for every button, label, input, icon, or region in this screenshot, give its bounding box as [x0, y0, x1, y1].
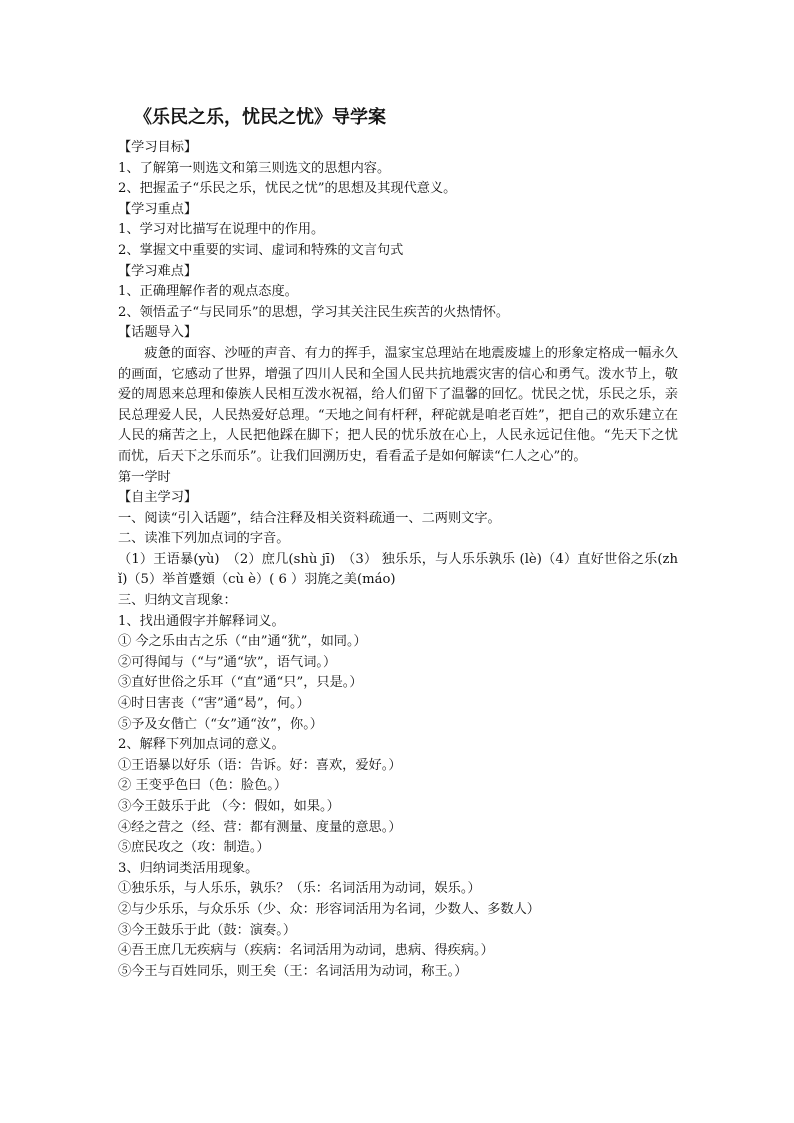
difficulty-item: 2、领悟孟子“与民同乐”的思想，学习其关注民生疾苦的火热情怀。 — [118, 304, 510, 320]
objective-item: 2、把握孟子“乐民之乐，忧民之忧”的思想及其现代意义。 — [118, 181, 457, 197]
tongjia-item: ⑤予及女偕亡（“女”通“汝”，你。） — [118, 716, 323, 732]
tongjia-item: ④时日害丧（“害”通“曷”，何。） — [118, 696, 310, 712]
usage-item: ④吾王庶几无疾病与（疾病：名词活用为动词，患病、得疾病。） — [118, 943, 494, 959]
difficulty-item: 1、正确理解作者的观点态度。 — [118, 284, 298, 300]
usage-item: ③今王鼓乐于此（鼓：演奏。） — [118, 922, 297, 938]
usage-item: ①独乐乐，与人乐乐，孰乐？（乐：名词活用为动词，娱乐。） — [118, 881, 481, 897]
tongjia-item: ③直好世俗之乐耳（“直”通“只”，只是。） — [118, 675, 363, 691]
usage-item: ⑤今王与百姓同乐，则王矣（王：名词活用为动词，称王。） — [118, 963, 468, 979]
document-page — [118, 106, 678, 982]
intro-heading: 【话题导入】 — [118, 325, 198, 341]
self-study-step-3: 三、归纳文言现象： — [118, 593, 237, 609]
meaning-item: ② 王变乎色曰（色：脸色。） — [118, 778, 288, 794]
self-study-step-2: 二、读准下列加点词的字音。 — [118, 531, 290, 547]
meanings-heading: 2、解释下列加点词的意义。 — [118, 737, 285, 753]
tongjia-heading: 1、找出通假字并解释词义。 — [118, 613, 285, 629]
meaning-item: ⑤庶民攻之（攻：制造。） — [118, 840, 270, 856]
meaning-item: ④经之营之（经、营：都有测量、度量的意思。） — [118, 819, 402, 835]
lesson-label: 第一学时 — [118, 469, 171, 485]
usage-heading: 3、归纳词类活用现象。 — [118, 860, 259, 876]
objective-item: 1、了解第一则选文和第三则选文的思想内容。 — [118, 160, 391, 176]
meaning-item: ①王语暴以好乐（语：告诉。好：喜欢，爱好。） — [118, 757, 402, 773]
key-points-heading: 【学习重点】 — [118, 201, 198, 217]
self-study-step-1: 一、阅读“引入话题”，结合注释及相关资料疏通一、二两则文字。 — [118, 510, 501, 526]
self-study-heading: 【自主学习】 — [118, 490, 198, 506]
meaning-item: ③今王鼓乐于此 （今：假如，如果。） — [118, 799, 340, 814]
difficulties-heading: 【学习难点】 — [118, 263, 198, 279]
intro-paragraph: 疲惫的面容、沙哑的声音、有力的挥手，温家宝总理站在地震废墟上的形象定格成一幅永久的画面，它感动了世界，增强了四川人民和全国人民共抗地震灾害的信心和勇气。泼水节上，敬爱的周恩来总理和傣族人民相互泼水祝福，给人们留下了温馨的回忆。忧民之忧，乐民之乐，亲民总理爱人民，人民热爱好总理。“天地之间有杆秤，秤砣就是咱老百姓”，把自己的欢乐建立在人民的痛苦之上，人民把他踩在脚下；把人民的忧乐放在心上，人民永远记住他。“先天下之忧而忧，后天下之乐而乐”。让我们回溯历史，看看孟子是如何解读“仁人之心”的。 — [118, 345, 678, 464]
usage-item: ②与少乐乐，与众乐乐（少、众：形容词活用为名词，少数人、多数人） — [118, 901, 540, 917]
key-point-item: 2、掌握文中重要的实词、虚词和特殊的文言句式 — [118, 242, 404, 258]
page-title: 《乐民之乐，忧民之忧》导学案 — [134, 107, 386, 128]
pronunciation-list: （1）王语暴(yù) （2）庶几(shù jī) （3） 独乐乐，与人乐乐孰乐 (lè)（4）直好世俗之乐(zhǐ)（5）举首蹙頞（cù è）( 6 ）羽旄之美(máo) — [118, 551, 678, 588]
key-point-item: 1、学习对比描写在说理中的作用。 — [118, 222, 325, 238]
tongjia-item: ① 今之乐由古之乐（“由”通“犹”，如同。） — [118, 634, 367, 650]
objectives-heading: 【学习目标】 — [118, 140, 198, 155]
tongjia-item: ②可得闻与（“与”通“欤”，语气词。） — [118, 654, 337, 670]
